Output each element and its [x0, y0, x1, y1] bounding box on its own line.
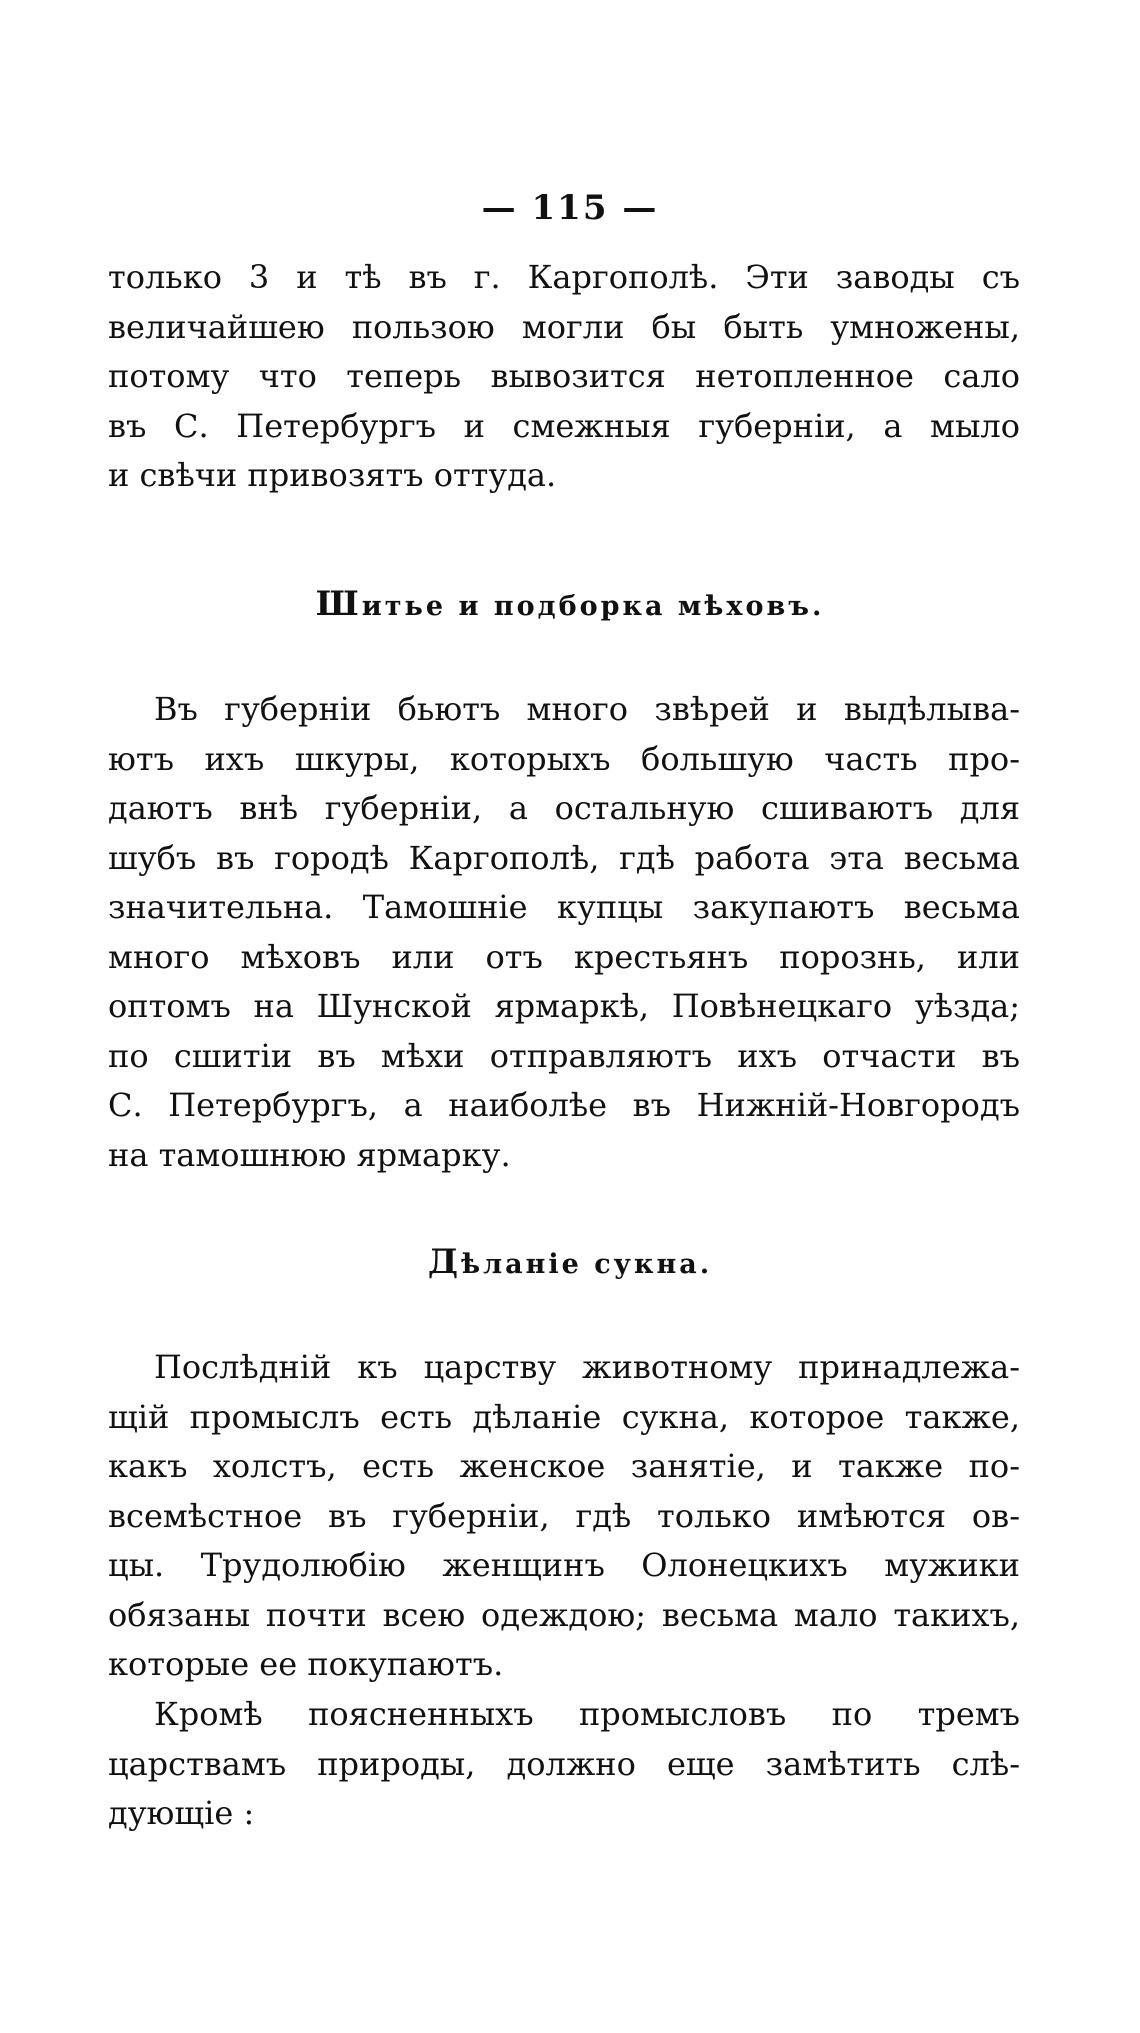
text-line: Въ губерніи бьютъ много звѣрей и выдѣлыва- — [154, 690, 1020, 728]
text-line: даютъ внѣ губерніи, а остальную сшиваютъ для — [108, 789, 1020, 827]
heading-text: ѣланіе сукна. — [461, 1249, 713, 1280]
text-line: только 3 и тѣ въ г. Каргополѣ. Эти заводы съ — [108, 258, 1020, 296]
text-line: значительна. Тамошніе купцы закупаютъ весьма — [108, 888, 1020, 926]
text-line: и свѣчи привозятъ оттуда. — [108, 456, 557, 494]
heading-initial: Д — [427, 1242, 462, 1282]
text-line: Кромѣ поясненныхъ промысловъ по тремъ — [154, 1695, 1020, 1733]
text-line: щій промыслъ есть дѣланіе сукна, которое также, — [108, 1397, 1020, 1436]
text-line: царствамъ природы, должно еще замѣтить слѣ- — [108, 1744, 1020, 1783]
closing-paragraph — [108, 1690, 1020, 1839]
heading-text: итье и подборка мѣховъ. — [361, 591, 825, 622]
text-line: которые ее покупаютъ. — [108, 1645, 504, 1683]
page-number: — 115 — — [481, 188, 659, 228]
text-line: оптомъ на Шунской ярмаркѣ, Повѣнецкаго уѣзда; — [108, 987, 1020, 1025]
text-line: какъ холстъ, есть женское занятіе, и также по- — [108, 1447, 1020, 1485]
furs-paragraph — [108, 685, 1020, 1180]
section-heading-furs — [0, 584, 1140, 627]
text-line: дующіе : — [108, 1794, 255, 1832]
text-line: много мѣховъ или отъ крестьянъ порознь, или — [108, 937, 1020, 976]
text-line: шубъ въ городѣ Каргополѣ, гдѣ работа эта весьма — [108, 838, 1020, 877]
text-line: С. Петербургъ, а наиболѣе въ Нижній-Новгородъ — [108, 1086, 1020, 1124]
intro-paragraph — [108, 253, 1020, 501]
text-line: по сшитіи въ мѣхи отправляютъ ихъ отчасти въ — [108, 1036, 1020, 1075]
text-line: всемѣстное въ губерніи, гдѣ только имѣются ов- — [108, 1496, 1020, 1535]
text-line: въ С. Петербургъ и смежныя губерніи, а мыло — [108, 406, 1020, 445]
text-line: на тамошнюю ярмарку. — [108, 1135, 511, 1174]
text-line: ютъ ихъ шкуры, которыхъ большую часть про- — [108, 739, 1020, 778]
text-line: величайшею пользою могли бы быть умножены, — [108, 307, 1020, 346]
text-line: цы. Трудолюбію женщинъ Олонецкихъ мужики — [108, 1546, 1020, 1584]
text-line: потому что теперь вывозится нетопленное сало — [108, 357, 1020, 395]
text-line: обязаны почти всею одеждою; весьма мало такихъ, — [108, 1595, 1020, 1634]
heading-initial: Ш — [315, 584, 362, 624]
text-line: Послѣдній къ царству животному принадлежа- — [154, 1348, 1020, 1386]
cloth-paragraph — [108, 1343, 1020, 1690]
section-heading-cloth — [0, 1242, 1140, 1285]
